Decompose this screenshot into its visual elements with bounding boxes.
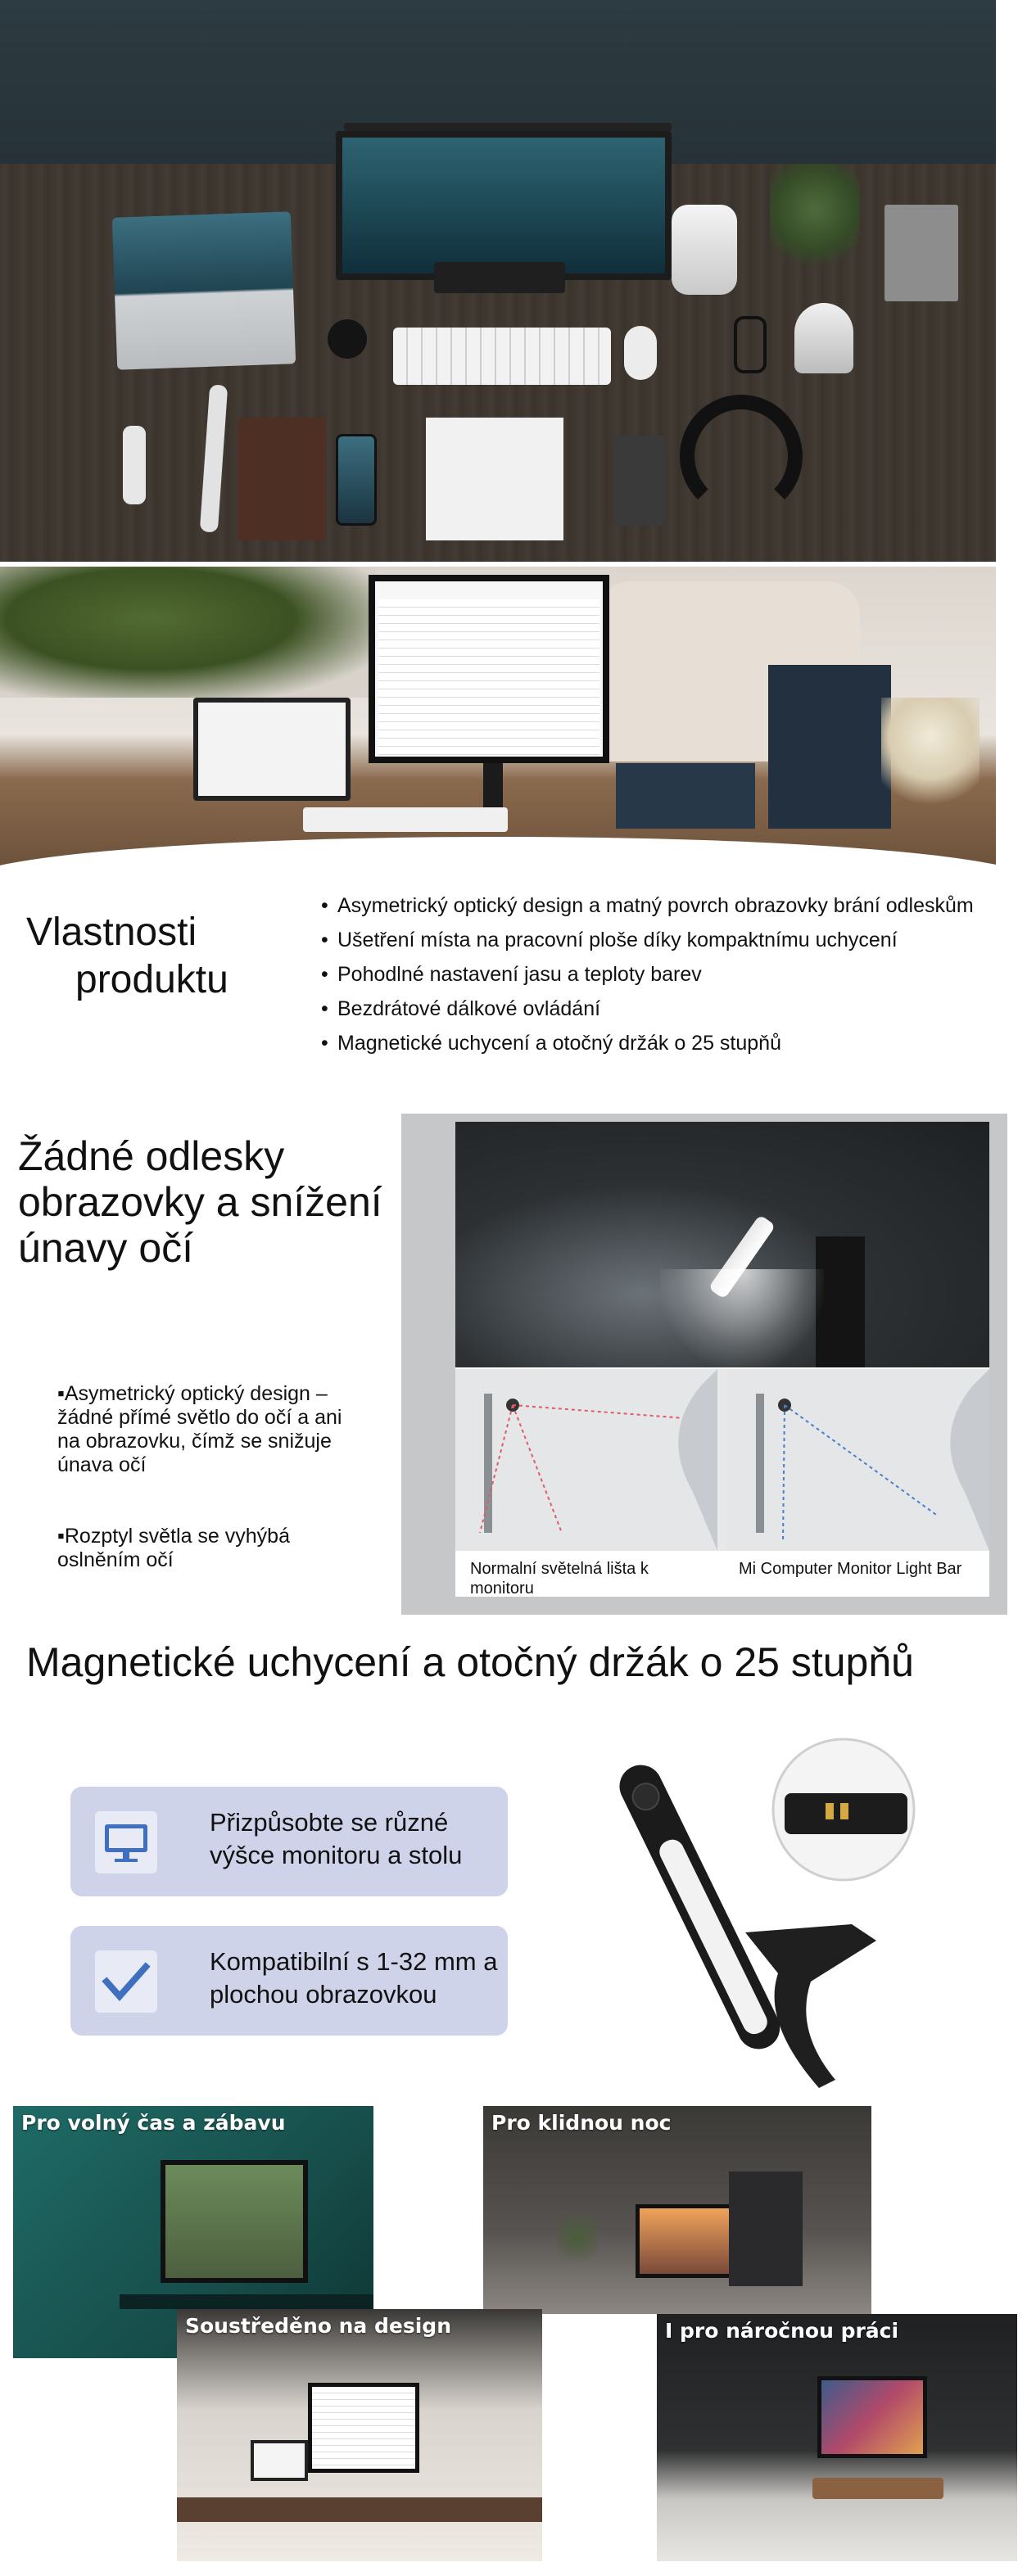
hero-desk-photo <box>0 0 996 562</box>
tile-label-design: Soustředěno na design <box>185 2314 451 2338</box>
white-curve <box>0 837 996 871</box>
card-text-compatible: Kompatibilní s 1-32 mm a plochou obrazovkou <box>210 1947 498 2009</box>
bookshelf <box>729 2172 803 2286</box>
feature-card-compatible <box>70 1926 508 2036</box>
keyboard <box>303 807 508 832</box>
caption-normal-bar: Normalní světelná lišta k monitoru <box>470 1560 649 1598</box>
notebook <box>238 418 326 540</box>
tile-work <box>657 2314 1017 2561</box>
monitor <box>336 131 672 280</box>
tile-design <box>177 2309 542 2561</box>
features-title-line2: produktu <box>75 958 228 1001</box>
desk <box>177 2497 542 2522</box>
tile-night <box>483 2106 871 2314</box>
blueprint-paper <box>426 418 563 540</box>
power-bank <box>614 436 665 526</box>
gaming-monitor <box>161 2160 308 2283</box>
glare-title: Žádné odlesky obrazovky a snížení únavy očí <box>18 1133 382 1271</box>
features-list <box>321 894 976 1066</box>
binders <box>768 665 891 829</box>
card-text-height: Přizpůsobte se různé výšce monitoru a stolu <box>210 1808 463 1869</box>
feature-card-height <box>70 1787 508 1896</box>
plants-left <box>0 567 377 698</box>
light-beam <box>660 1269 824 1367</box>
glare-image <box>455 1122 989 1597</box>
speaker <box>672 205 737 295</box>
caption-mi-bar: Mi Computer Monitor Light Bar <box>739 1560 962 1578</box>
tile-label-leisure: Pro volný čas a zábavu <box>21 2111 286 2135</box>
features-title <box>26 909 296 1004</box>
desk-shelf <box>120 2294 373 2309</box>
checkmark-icon <box>95 1950 157 2013</box>
headphones <box>680 395 803 517</box>
glasses <box>734 316 767 373</box>
office-photo <box>0 567 996 871</box>
light-bar-product <box>606 1736 934 2096</box>
laptop <box>112 211 296 369</box>
glare-bullet-2: ▪Rozptyl světla se vyhýbá oslněním očí <box>57 1525 290 1571</box>
tile-label-work: I pro náročnou práci <box>665 2319 899 2343</box>
wooden-stand <box>812 2478 943 2499</box>
spreadsheet-on-screen <box>378 599 599 755</box>
monitor-stand <box>483 763 503 812</box>
lamp-photo <box>455 1122 989 1367</box>
laptop <box>193 698 351 801</box>
glare-bullet-1: ▪Asymetrický optický design – žádné přímé světlo do očí a ani na obrazovku, čímž se snižuje únava očí <box>57 1382 342 1476</box>
monitor-city <box>817 2376 927 2458</box>
coffee-cup <box>794 303 853 373</box>
features-title-line1: Vlastnosti <box>26 911 197 954</box>
magnetic-title: Magnetické uchycení a otočný držák o 25 stupňů <box>26 1639 914 1685</box>
storage-box <box>616 763 755 829</box>
monitor-light-bar <box>344 123 672 131</box>
rolled-paper <box>123 426 146 504</box>
plant <box>770 164 860 278</box>
comparison-diagram <box>455 1369 989 1551</box>
feature-item: • Bezdrátové dálkové ovládání <box>321 997 976 1021</box>
mouse <box>624 326 657 380</box>
plant <box>557 2204 598 2270</box>
feature-item: • Ušetření místa na pracovní ploše díky kompaktnímu uchycení <box>321 929 976 952</box>
remote-dial <box>328 319 367 359</box>
phone <box>336 434 377 526</box>
tile-label-night: Pro klidnou noc <box>491 2111 672 2135</box>
monitor-spreadsheet <box>308 2383 419 2473</box>
flower-vase <box>881 698 979 829</box>
book <box>884 205 958 301</box>
monitor-stand <box>434 262 565 293</box>
laptop <box>251 2440 308 2481</box>
comparison-diagram-svg <box>455 1369 989 1551</box>
feature-item: • Magnetické uchycení a otočný držák o 25 stupňů <box>321 1032 976 1055</box>
monitor-icon <box>95 1811 157 1873</box>
feature-item: • Pohodlné nastavení jasu a teploty barev <box>321 963 976 987</box>
keyboard <box>393 328 611 385</box>
feature-item: • Asymetrický optický design a matný povrch obrazovky brání odleskům <box>321 894 976 918</box>
